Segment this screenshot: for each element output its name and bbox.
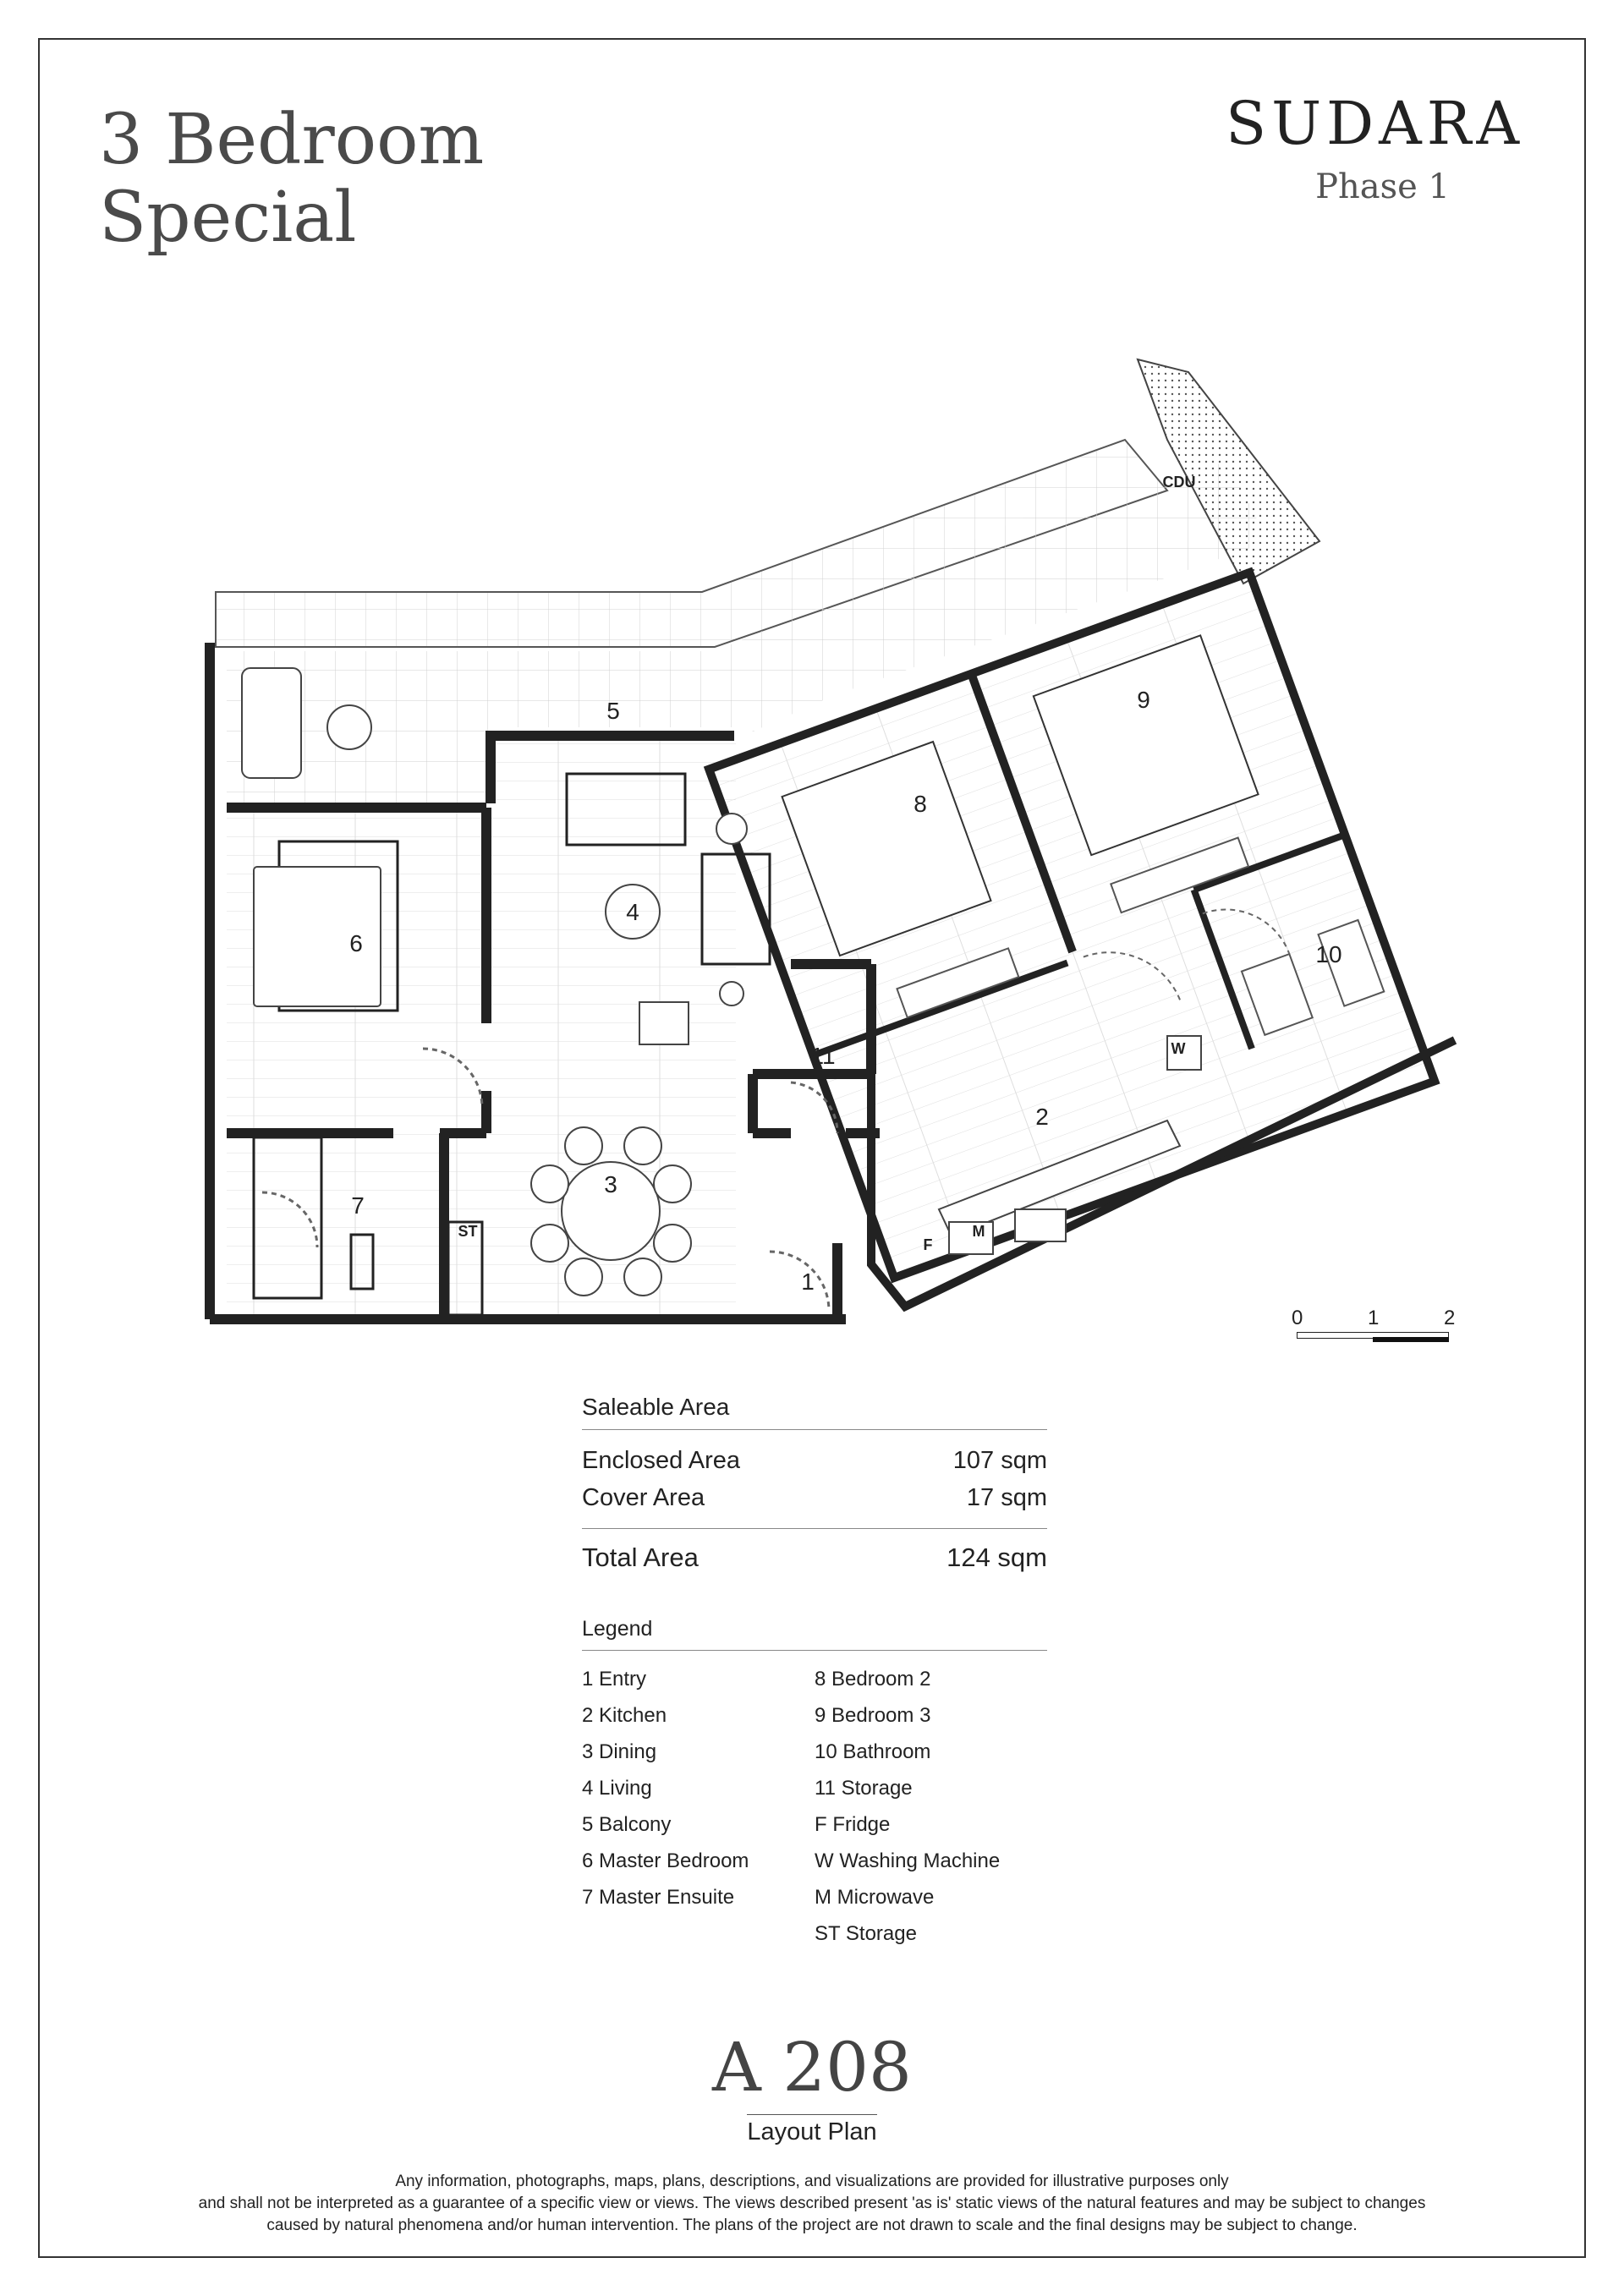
legend-item: 6 Master Bedroom: [582, 1849, 749, 1872]
legend-column-right: [815, 1661, 1047, 1952]
scale-tick-1: 1: [1368, 1307, 1380, 1329]
title-line-1: 3 Bedroom: [99, 100, 485, 180]
saleable-area-table: [582, 1394, 1047, 1576]
unit-code: A 208: [712, 2028, 912, 2107]
legend-column-left: [582, 1661, 815, 1952]
legend-item: 9 Bedroom 3: [815, 1704, 931, 1727]
saleable-area-heading: Saleable Area: [582, 1394, 1047, 1430]
washer-label: W: [1171, 1040, 1186, 1057]
room-number-8: 8: [914, 791, 927, 817]
area-row-total: [582, 1528, 1047, 1576]
legend-item: 7 Master Ensuite: [582, 1886, 735, 1909]
scale-bar: [1290, 1307, 1459, 1366]
disclaimer-line: caused by natural phenomena and/or human intervention. The plans of the project are not drawn to scale and the final designs may be subject to change.: [266, 2217, 1358, 2234]
layout-plan-caption: [0, 2114, 1624, 2146]
title-line-2: Special: [99, 178, 357, 258]
legend-item: 10 Bathroom: [815, 1740, 931, 1763]
legend-item: 4 Living: [582, 1777, 652, 1800]
total-area-label: Total Area: [582, 1543, 699, 1572]
scale-tick-0: 0: [1292, 1307, 1303, 1329]
area-row-value: 17 sqm: [966, 1484, 1047, 1511]
room-number-1: 1: [801, 1269, 815, 1295]
area-row-cover: [582, 1479, 1047, 1516]
room-number-5: 5: [606, 698, 620, 724]
legend-item: 5 Balcony: [582, 1813, 672, 1836]
legend-item: 3 Dining: [582, 1740, 657, 1763]
legend-item: F Fridge: [815, 1813, 891, 1836]
disclaimer: [76, 2171, 1548, 2237]
legend-item: ST Storage: [815, 1922, 917, 1945]
legend-item: 8 Bedroom 2: [815, 1668, 931, 1690]
scale-bar-fill: [1373, 1337, 1449, 1342]
room-number-9: 9: [1137, 687, 1150, 713]
total-area-value: 124 sqm: [946, 1543, 1047, 1572]
fridge-label: F: [923, 1236, 933, 1253]
legend-item: W Washing Machine: [815, 1849, 1001, 1872]
microwave-label: M: [972, 1223, 985, 1240]
area-row-label: Enclosed Area: [582, 1447, 741, 1474]
room-number-3: 3: [604, 1171, 617, 1197]
room-number-6: 6: [349, 930, 363, 956]
room-number-7: 7: [351, 1192, 365, 1219]
scale-tick-2: 2: [1444, 1307, 1456, 1329]
area-row-label: Cover Area: [582, 1484, 705, 1511]
phase-label: Phase 1: [1315, 167, 1450, 206]
area-row-value: 107 sqm: [952, 1447, 1047, 1474]
layout-plan-label: Layout Plan: [747, 2114, 876, 2146]
room-number-2: 2: [1035, 1104, 1049, 1130]
legend-heading: Legend: [582, 1617, 1047, 1651]
legend-item: 2 Kitchen: [582, 1704, 667, 1727]
cdu-label: CDU: [1162, 474, 1196, 490]
legend-item: 11 Storage: [815, 1777, 913, 1800]
disclaimer-line: and shall not be interpreted as a guarantee of a specific view or views. The views described present 'as is' static views of the natural features and may be subject to changes: [198, 2195, 1426, 2212]
legend-item: M Microwave: [815, 1886, 935, 1909]
legend: [582, 1617, 1047, 1952]
legend-item: 1 Entry: [582, 1668, 647, 1690]
room-number-11: 11: [810, 1043, 836, 1069]
area-row-enclosed: [582, 1442, 1047, 1479]
brand-name: SUDARA: [1226, 89, 1524, 158]
storage-label: ST: [458, 1223, 478, 1240]
room-number-10: 10: [1315, 941, 1342, 967]
room-number-4: 4: [626, 899, 639, 925]
disclaimer-line: Any information, photographs, maps, plans, descriptions, and visualizations are provided for illustrative purposes only: [395, 2173, 1229, 2190]
